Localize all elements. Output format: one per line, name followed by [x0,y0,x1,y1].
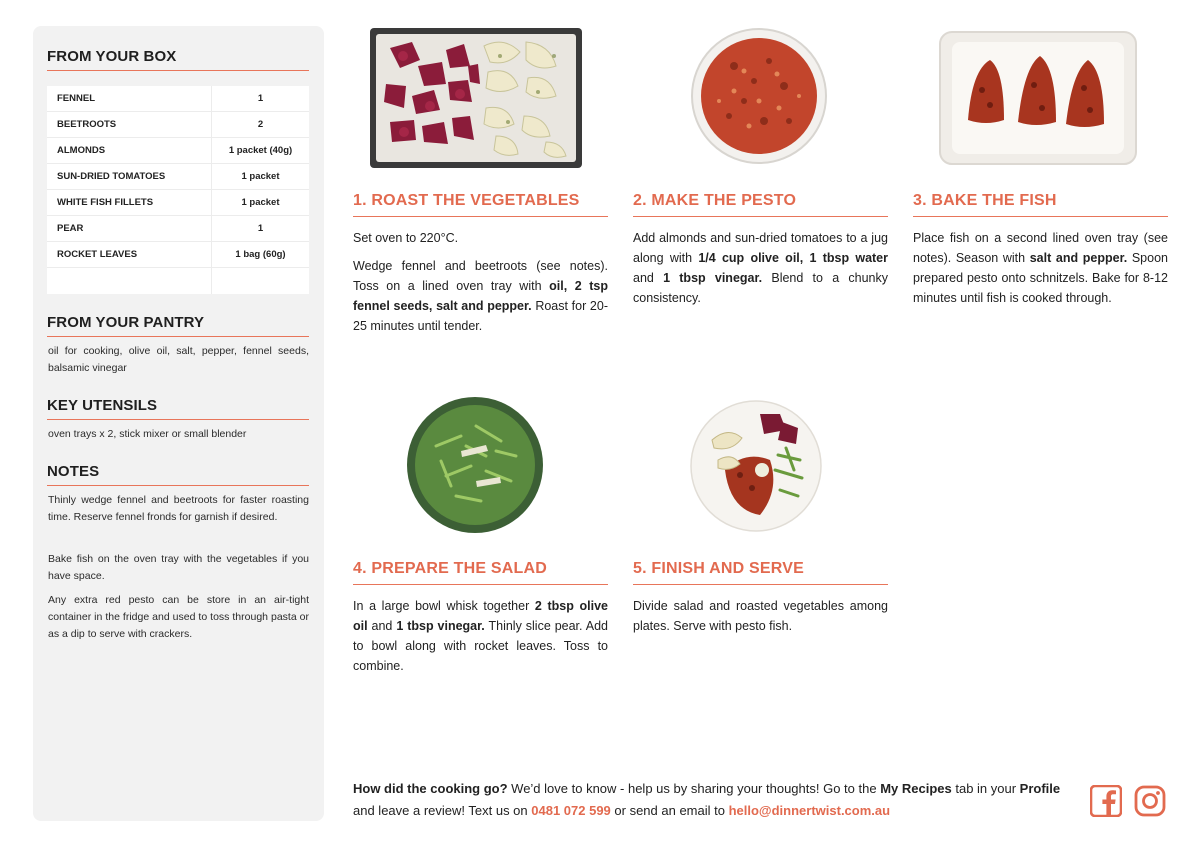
text-segment: Roast for 20-25 minutes until tender. [353,299,608,333]
utensils-text: oven trays x 2, stick mixer or small blender [48,428,247,440]
step-2-title: 2. MAKE THE PESTO [633,192,797,209]
ingredient-name: ROCKET LEAVES [57,249,138,260]
text-segment: Set oven to 220°C. [353,231,459,245]
ingredient-qty: 2 [211,112,309,137]
notes-title-rule [47,485,309,486]
step-paragraph [353,228,608,248]
note-2: Bake fish on the oven tray with the vegetables if you have space. [48,553,309,582]
ingredients-sidebar [33,26,324,821]
text-segment: Wedge fennel and beetroots (see notes). Toss on a lined oven tray with [353,259,608,293]
bold-text: My Recipes [880,781,952,796]
step-5-body [633,596,888,644]
ingredient-name: SUN-DRIED TOMATOES [57,171,166,182]
text-segment: and [367,619,397,633]
ingredients-table [47,86,309,294]
box-title: FROM YOUR BOX [47,48,177,65]
ingredient-row-empty [47,268,309,294]
bold-text: 2 tbsp olive oil [353,599,608,633]
text-segment: Divide salad and roasted vegetables among plates. Serve with pesto fish. [633,599,888,633]
step-paragraph [913,228,1168,308]
served-plate-image [690,400,822,532]
step-paragraph [353,256,608,336]
step-1-body [353,228,608,344]
ingredient-row [47,190,309,216]
ingredient-row [47,164,309,190]
step-3-body [913,228,1168,316]
bold-text: oil, 2 tsp fennel seeds, salt and pepper. [353,279,608,313]
bold-text: How did the cooking go? [353,781,508,796]
step-4-rule [353,584,608,585]
text-segment: or send an email to [610,803,729,818]
ingredient-name: PEAR [57,223,84,234]
pantry-title: FROM YOUR PANTRY [47,314,205,331]
step-5-rule [633,584,888,585]
text-segment: Thinly slice pear. Add to bowl along with rocket leaves. Toss to combine. [353,619,608,673]
step-paragraph [353,596,608,676]
ingredient-qty: 1 bag (60g) [211,242,309,267]
fish-dish-image [938,30,1138,166]
bold-text: salt and pepper. [1029,251,1128,265]
step-3-title: 3. BAKE THE FISH [913,192,1057,209]
ingredient-qty: 1 packet (40g) [211,138,309,163]
text-segment: Blend to a chunky consistency. [633,271,888,305]
ingredient-row [47,86,309,112]
box-title-rule [47,70,309,71]
utensils-title: KEY UTENSILS [47,397,158,414]
roasted-vegetables-image [368,26,584,170]
ingredient-row [47,242,309,268]
step-1-title: 1. ROAST THE VEGETABLES [353,192,580,209]
ingredient-qty: 1 [211,216,309,241]
ingredient-qty: 1 packet [211,164,309,189]
step-2-body [633,228,888,316]
text-segment: tab in your [951,781,1020,796]
facebook-icon[interactable] [1090,785,1122,817]
notes-title: NOTES [47,463,100,480]
bold-text: Profile [1019,781,1061,796]
instagram-icon[interactable] [1134,785,1166,817]
step-1-rule [353,216,608,217]
ingredient-name: WHITE FISH FILLETS [57,197,154,208]
ingredient-row [47,138,309,164]
text-segment: Spoon prepared pesto onto schnitzels. Bake for 8-12 minutes until fish is cooked through. [913,251,1168,305]
pantry-text: oil for cooking, olive oil, salt, pepper, fennel seeds, balsamic vinegar [48,345,309,374]
bold-text: 1 tbsp vinegar. [396,619,485,633]
text-segment: and leave a review! Text us on [353,803,532,818]
feedback-footer [353,778,1083,822]
text-segment: Add almonds and sun-dried tomatoes to a jug along with [633,231,888,265]
ingredient-row [47,112,309,138]
text-segment: Place fish on a second lined oven tray (see notes). Season with [913,231,1168,265]
bold-text: 1 tbsp vinegar. [663,271,763,285]
text-segment: In a large bowl whisk together [353,599,535,613]
step-3-rule [913,216,1168,217]
text-segment: and [633,271,664,285]
step-4-title: 4. PREPARE THE SALAD [353,560,547,577]
salad-bowl-image [406,396,544,534]
note-3: Any extra red pesto can be store in an air-tight container in the fridge and used to toss through pasta or as a dip to serve with crackers. [48,594,309,640]
text-segment: We’d love to know - help us by sharing your thoughts! Go to the [507,781,881,796]
step-2-rule [633,216,888,217]
step-paragraph [633,228,888,308]
ingredient-row [47,216,309,242]
ingredient-qty: 1 packet [211,190,309,215]
step-5-title: 5. FINISH AND SERVE [633,560,804,577]
contact-link[interactable]: 0481 072 599 [531,803,611,818]
step-paragraph [633,596,888,636]
ingredient-qty: 1 [211,86,309,111]
pantry-title-rule [47,336,309,337]
bold-text: 1/4 cup olive oil, 1 tbsp water [698,251,888,265]
ingredient-name: BEETROOTS [57,119,117,130]
pesto-bowl-image [689,26,829,166]
ingredient-name: FENNEL [57,93,95,104]
note-1: Thinly wedge fennel and beetroots for faster roasting time. Reserve fennel fronds for garnish if desired. [48,494,309,523]
step-4-body [353,596,608,684]
contact-link[interactable]: hello@dinnertwist.com.au [728,803,891,818]
utensils-title-rule [47,419,309,420]
ingredient-name: ALMONDS [57,145,106,156]
